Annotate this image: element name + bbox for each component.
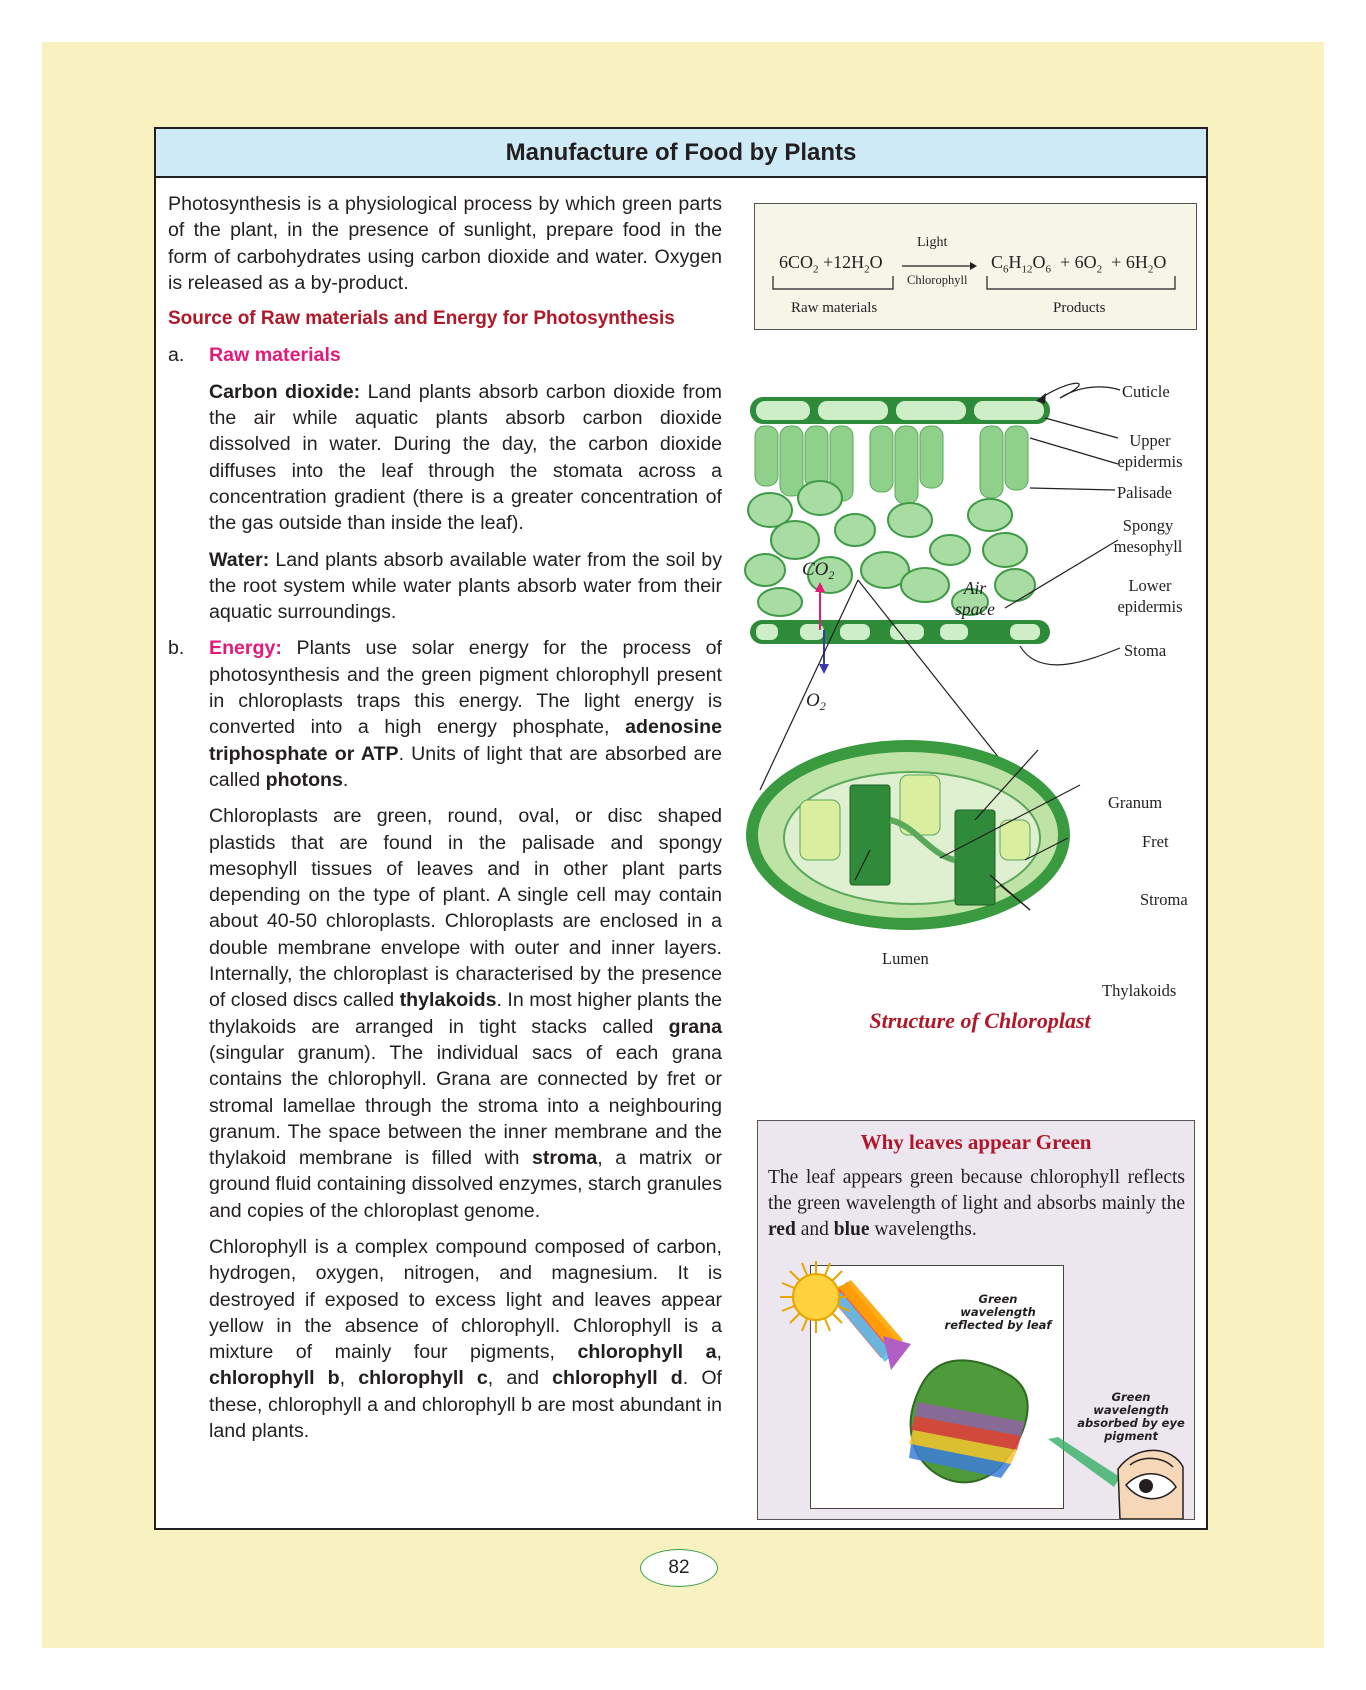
paragraph-text: . bbox=[342, 768, 349, 791]
stroma-label: Stroma bbox=[1140, 890, 1188, 909]
upper-epidermis-label: Upper epidermis bbox=[1117, 431, 1183, 471]
bold-term: photons bbox=[265, 768, 343, 791]
section-heading: Source of Raw materials and Energy for Photosynthesis bbox=[168, 308, 675, 330]
reflected-label: Green wavelength reflected by leaf bbox=[944, 1292, 1052, 1332]
thylakoids-label: Thylakoids bbox=[1102, 981, 1177, 1000]
main-text-column bbox=[168, 191, 722, 1444]
lumen-label: Lumen bbox=[882, 949, 929, 968]
term: Carbon dioxide: bbox=[209, 380, 361, 403]
absorbed-label: Green wavelength absorbed by eye pigment bbox=[1077, 1390, 1185, 1443]
eye-icon bbox=[1048, 1437, 1188, 1519]
list-item-energy bbox=[168, 635, 722, 793]
paragraph-text: . In most higher plants the thylakoids are arranged in tight stacks called bbox=[209, 989, 723, 1038]
chloroplast-caption: Structure of Chloroplast bbox=[869, 1008, 1091, 1033]
paragraph-text: , bbox=[339, 1367, 359, 1390]
cuticle-label: Cuticle bbox=[1122, 382, 1170, 401]
equation-products: $C_6H_{12}O_6 + 6O_2 + 6H_2O$ bbox=[991, 252, 1167, 276]
o2-label: $O_2$ bbox=[806, 690, 826, 713]
fret-label: Fret bbox=[1142, 832, 1169, 851]
list-item-raw-materials bbox=[168, 342, 722, 368]
chloroplast-paragraph bbox=[168, 803, 722, 1224]
paragraph-text: Chlorophyll is a complex compound composed of carbon, hydrogen, oxygen, nitrogen, and magnesium. It is destroyed if exposed to excess light and leaves appear yellow in the absence of chlorophyll. Chlorophyll is a mixture of mainly four pigments, bbox=[209, 1235, 722, 1364]
energy-label: Energy: bbox=[209, 637, 282, 660]
bold-term: blue bbox=[833, 1219, 870, 1240]
bold-term: red bbox=[768, 1219, 796, 1240]
bold-term: stroma bbox=[531, 1147, 598, 1170]
list-marker: a. bbox=[168, 344, 185, 367]
air-space-label: Air space bbox=[955, 578, 995, 619]
intro-paragraph: Photosynthesis is a physiological process by which green parts of the plant, in the presence of sunlight, prepare food in the form of carbohydrates using carbon dioxide and water. Oxygen is released as a by-product. bbox=[168, 193, 722, 294]
equation-reactants: $6CO_2 +12H_2O$ bbox=[779, 252, 883, 276]
box-title: Why leaves appear Green bbox=[860, 1130, 1092, 1154]
stoma-label: Stoma bbox=[1124, 641, 1167, 660]
paragraph-text: Chloroplasts are green, round, oval, or disc shaped plastids that are found in the palisade and spongy mesophyll tissues of leaves and in other plant parts depending on the type of plant. A single cell may contain about 40-50 chloroplasts. Chloroplasts are enclosed in a double membrane envelope with outer and inner layers. Internally, the chloroplast is characterised by the presence of closed discs called bbox=[209, 805, 722, 1012]
bold-term: chlorophyll b bbox=[209, 1367, 340, 1390]
bold-term: chlorophyll d bbox=[552, 1367, 683, 1390]
raw-materials-label: Raw materials bbox=[209, 344, 341, 367]
bold-term: chlorophyll a bbox=[577, 1341, 717, 1364]
products-caption: Products bbox=[1053, 300, 1106, 316]
lower-epidermis bbox=[750, 620, 1050, 644]
page-number: 82 bbox=[640, 1549, 718, 1587]
page-title: Manufacture of Food by Plants bbox=[156, 129, 1206, 178]
chlorophyll-paragraph bbox=[168, 1234, 722, 1444]
paragraph-text: , a matrix or ground fluid containing dissolved enzymes, starch granules and copies of the chloroplast genome. bbox=[209, 1147, 722, 1222]
paragraph-text: , bbox=[716, 1341, 722, 1364]
water-paragraph bbox=[168, 547, 722, 626]
why-leaves-green-box bbox=[757, 1120, 1195, 1520]
sun-icon bbox=[778, 1259, 854, 1335]
bold-term: adenosine triphosphate or ATP bbox=[209, 716, 722, 765]
paragraph-text: (singular granum). The individual sacs of each grana contains the chlorophyll. Grana are connected by fret or stromal lamellae through the stroma into a neighbouring granum. The space between the inner membrane and the thylakoid membrane is filled with bbox=[209, 1041, 722, 1170]
bold-term: chlorophyll c bbox=[358, 1367, 488, 1390]
box-text bbox=[768, 1165, 1185, 1243]
paragraph-text: Land plants absorb available water from the soil by the root system while water plants absorb water from their aquatic surroundings. bbox=[209, 548, 722, 624]
raw-materials-caption: Raw materials bbox=[791, 300, 878, 316]
leaf-cross-section-diagram bbox=[740, 380, 1200, 1000]
equation-light-label: Light bbox=[917, 235, 948, 250]
lower-epidermis-label: Lower epidermis bbox=[1117, 576, 1183, 616]
term: Water: bbox=[209, 548, 270, 571]
paragraph-text: . Of these, chlorophyll a and chlorophyll b are most abundant in land plants. bbox=[209, 1367, 723, 1443]
equation-chlorophyll-label: Chlorophyll bbox=[907, 273, 968, 287]
granum-label: Granum bbox=[1108, 793, 1163, 812]
paragraph-text: The leaf appears green because chlorophyll reflects the green wavelength of light and absorbs mainly the bbox=[768, 1167, 1185, 1214]
photosynthesis-equation-box bbox=[754, 203, 1197, 330]
paragraph-text: , and bbox=[487, 1367, 553, 1390]
bold-term: thylakoids bbox=[399, 989, 497, 1012]
bold-term: grana bbox=[668, 1015, 722, 1038]
leaf-icon bbox=[909, 1360, 1028, 1482]
list-marker: b. bbox=[168, 637, 185, 660]
spongy-mesophyll-label: Spongy mesophyll bbox=[1113, 516, 1183, 556]
carbon-dioxide-paragraph bbox=[168, 379, 722, 537]
co2-label: $CO_2$ bbox=[802, 559, 835, 582]
paragraph-text: . Units of light that are absorbed are called bbox=[209, 742, 722, 791]
paragraph-text: wavelengths. bbox=[869, 1219, 977, 1240]
paragraph-text: Plants use solar energy for the process of photosynthesis and the green pigment chlorophyll present in chloroplasts traps this energy. The light energy is converted into a high energy phosphate, bbox=[209, 637, 722, 739]
paragraph-text: Land plants absorb carbon dioxide from the air while aquatic plants absorb carbon dioxide dissolved in water. During the day, the carbon dioxide diffuses into the leaf through the stomata across a concentration gradient (there is a greater concentration of the gas outside than inside the leaf). bbox=[209, 380, 722, 535]
paragraph-text: and bbox=[795, 1219, 834, 1240]
palisade-cells bbox=[755, 426, 1028, 504]
upper-epidermis bbox=[750, 397, 1050, 424]
palisade-label: Palisade bbox=[1117, 483, 1172, 502]
